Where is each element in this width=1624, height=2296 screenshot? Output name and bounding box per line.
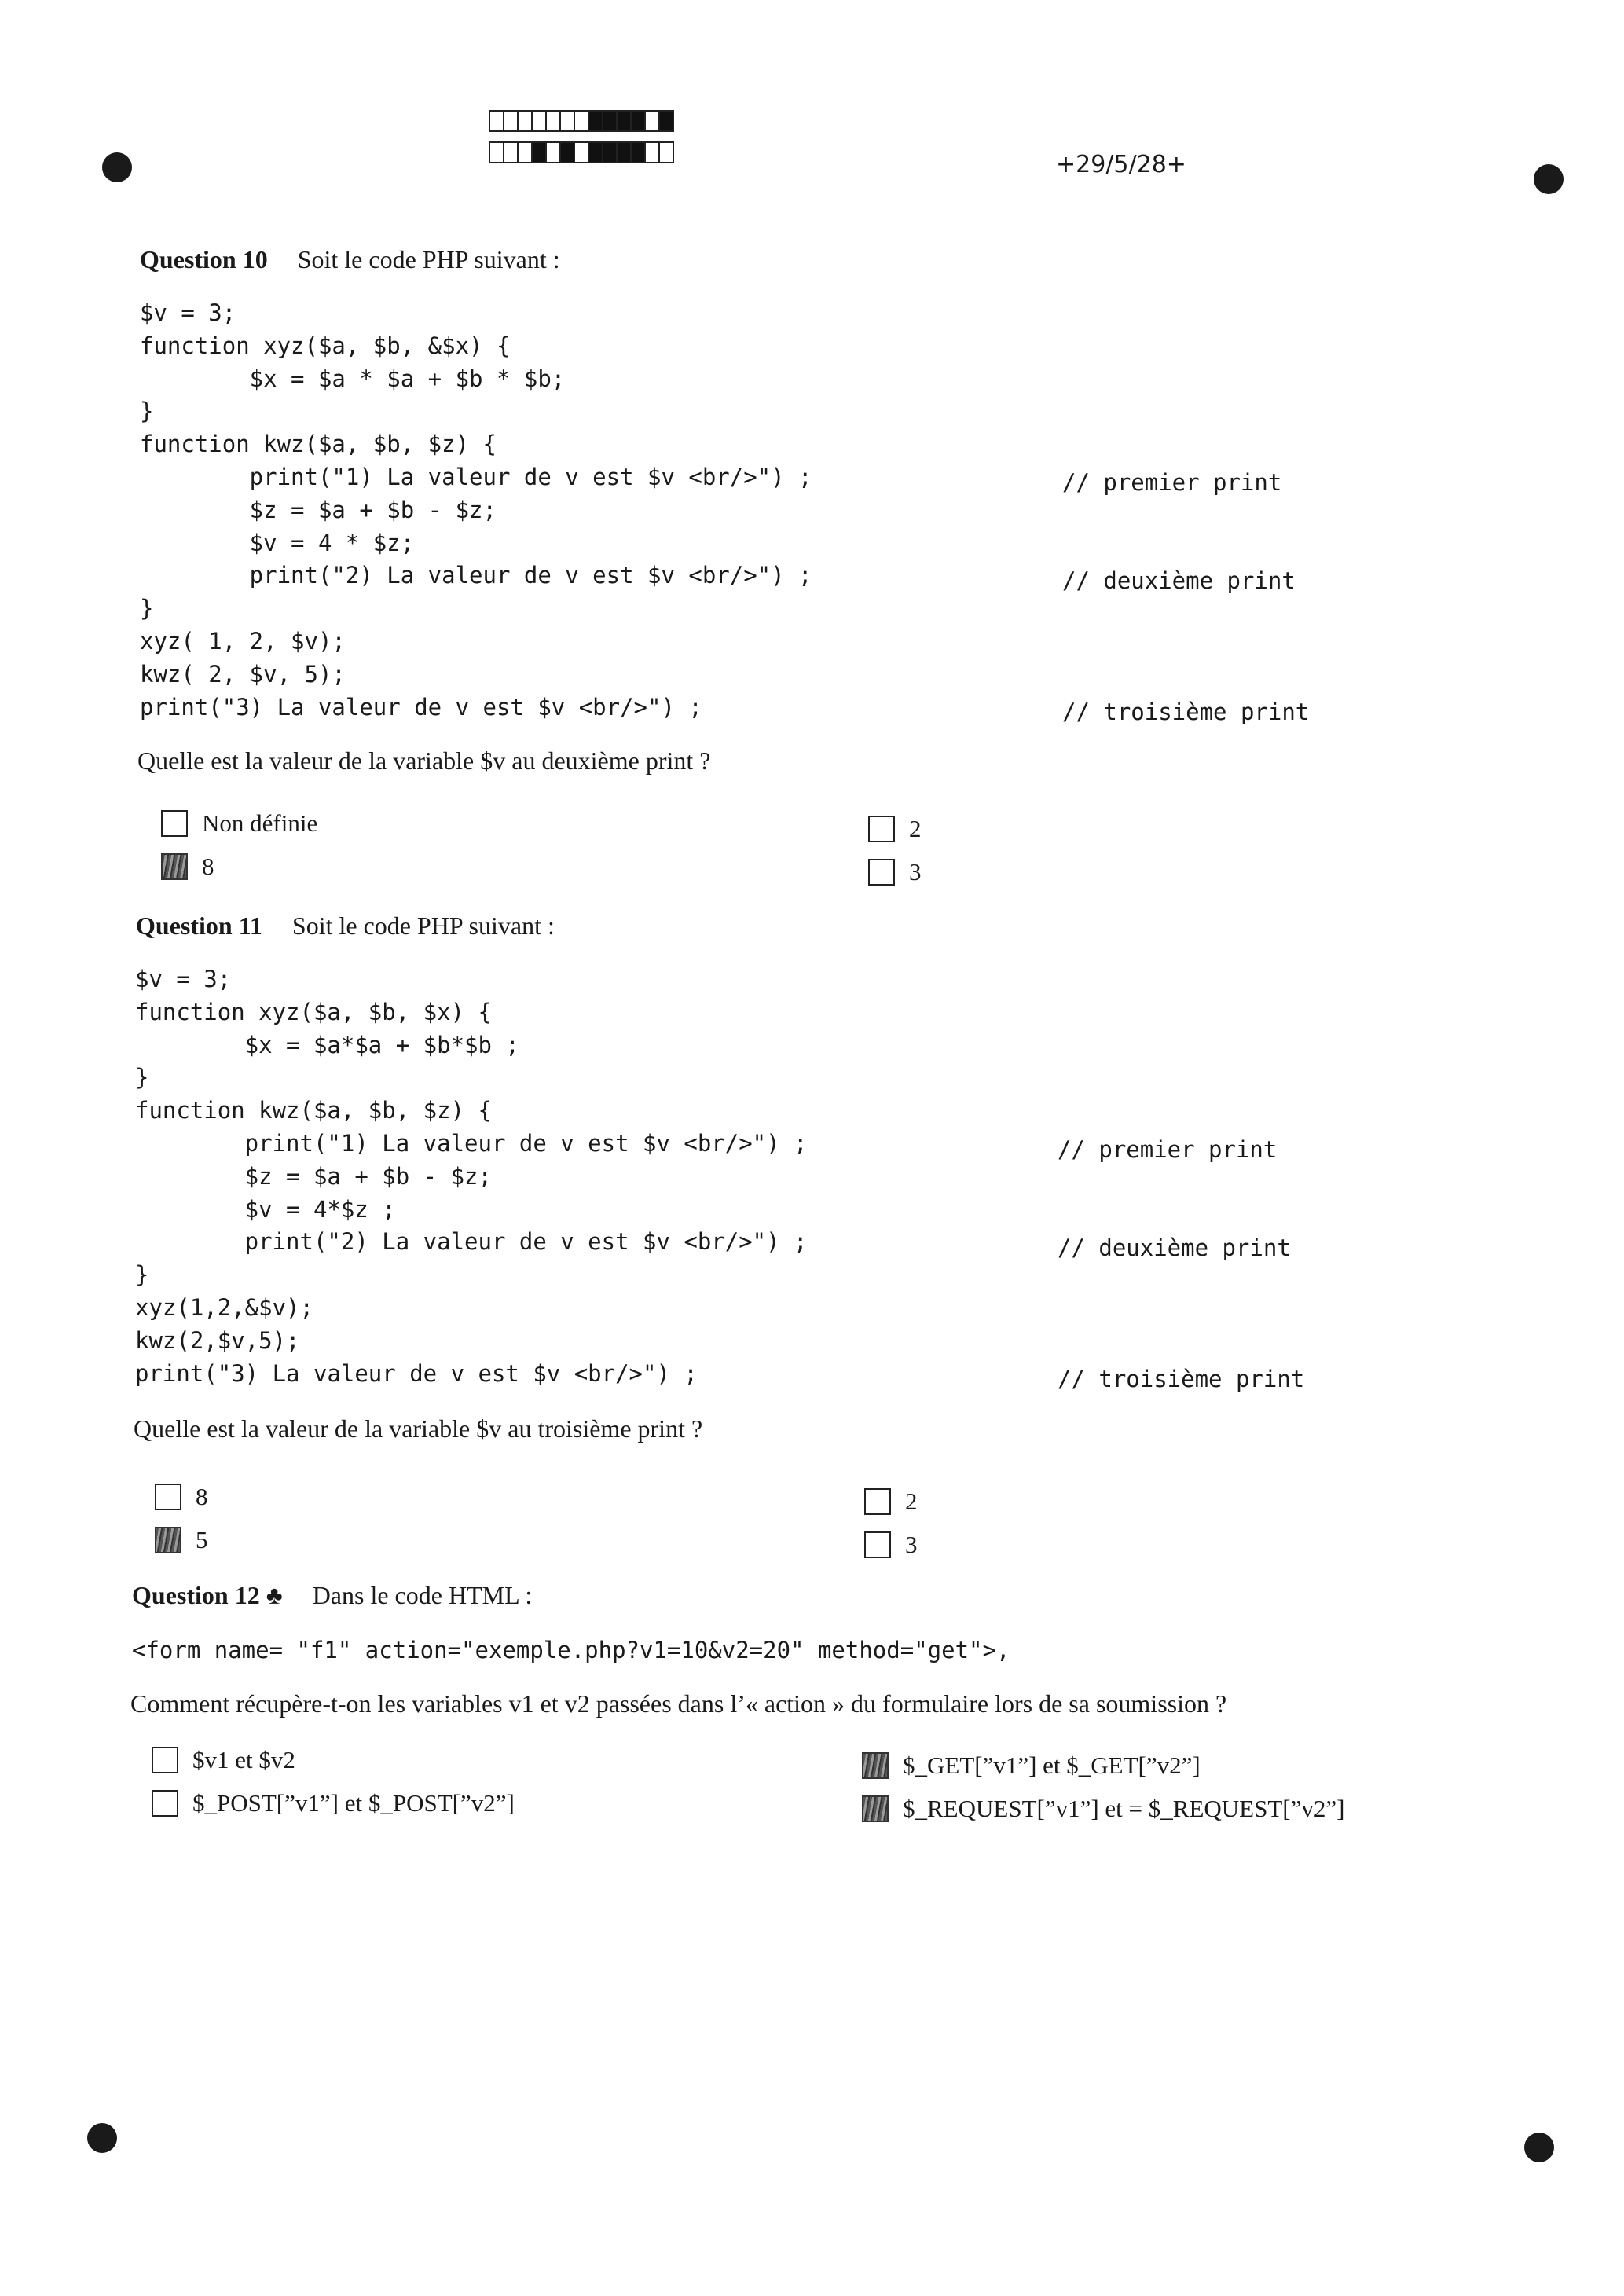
code-line: print("2) La valeur de v est $v <br/>") ; (135, 1228, 808, 1256)
registration-mark-top-right (1534, 164, 1564, 194)
question-11-heading (136, 911, 555, 941)
option-label: Non définie (202, 809, 318, 837)
code-line: function xyz($a, $b, $x) { (135, 998, 492, 1025)
code-line: } (140, 595, 154, 622)
option-label: 3 (909, 858, 922, 886)
checkbox[interactable] (161, 810, 188, 837)
checkbox-checked[interactable] (862, 1752, 889, 1779)
option-label: 8 (196, 1483, 208, 1510)
q12-option-post[interactable] (152, 1789, 515, 1817)
comment-premier-print: // premier print (1062, 469, 1282, 496)
code-line: $v = 4 * $z; (140, 529, 415, 556)
club-icon: ♣ (266, 1581, 283, 1609)
option-label: $_POST[”v1”] et $_POST[”v2”] (192, 1789, 515, 1817)
code-line: $v = 3; (140, 299, 236, 326)
question-10-intro: Soit le code PHP suivant : (297, 245, 560, 273)
code-line: print("3) La valeur de v est $v <br/>") ; (140, 693, 702, 721)
q11-option-8[interactable] (155, 1483, 208, 1511)
checkbox-checked[interactable] (161, 853, 188, 880)
registration-mark-top-left (102, 152, 132, 182)
option-label: 2 (909, 815, 922, 842)
question-10-title: Question 10 (140, 245, 268, 273)
code-line: } (140, 398, 154, 425)
question-11-code (135, 963, 808, 1390)
question-12-title: Question 12 ♣ (132, 1581, 283, 1609)
code-line: function xyz($a, $b, &$x) { (140, 332, 511, 359)
q12-option-v1-v2[interactable] (152, 1746, 295, 1774)
question-12-prompt: Comment récupère-t-on les variables v1 et v2 passées dans l’« action » du formulaire lors de sa soumission ? (130, 1689, 1227, 1718)
option-label: 5 (196, 1526, 208, 1553)
q10-option-8[interactable] (161, 853, 214, 881)
code-line: kwz( 2, $v, 5); (140, 660, 346, 688)
q10-option-2[interactable] (868, 815, 922, 843)
question-10-heading (140, 245, 560, 274)
page-id: +29/5/28+ (1056, 151, 1186, 178)
checkbox[interactable] (152, 1747, 178, 1773)
checkbox-checked[interactable] (862, 1795, 889, 1822)
option-label: 2 (905, 1487, 918, 1515)
code-line: function kwz($a, $b, $z) { (140, 431, 497, 458)
code-line: print("1) La valeur de v est $v <br/>") ; (140, 463, 812, 490)
q11-option-2[interactable] (864, 1487, 918, 1516)
code-line: $z = $a + $b - $z; (140, 496, 497, 523)
code-line: print("1) La valeur de v est $v <br/>") ; (135, 1129, 808, 1157)
q10-option-3[interactable] (868, 858, 922, 886)
q11-option-3[interactable] (864, 1531, 918, 1559)
code-line: xyz(1,2,&$v); (135, 1293, 313, 1321)
checkbox[interactable] (864, 1488, 891, 1515)
comment-deuxieme-print: // deuxième print (1058, 1234, 1291, 1261)
binary-code-bar-top (489, 110, 673, 132)
q10-option-non-definie[interactable] (161, 809, 317, 838)
checkbox[interactable] (868, 859, 895, 886)
checkbox[interactable] (152, 1790, 178, 1817)
q11-option-5[interactable] (155, 1526, 208, 1554)
code-line: $v = 4*$z ; (135, 1195, 396, 1223)
q12-option-request[interactable] (862, 1795, 1344, 1823)
option-label: $v1 et $v2 (192, 1746, 295, 1773)
code-line: $x = $a * $a + $b * $b; (140, 365, 566, 392)
question-12-intro: Dans le code HTML : (312, 1581, 533, 1609)
code-line: } (135, 1064, 149, 1091)
option-label: 3 (905, 1531, 918, 1558)
binary-code-bar-bottom (489, 141, 673, 163)
code-line: $x = $a*$a + $b*$b ; (135, 1031, 519, 1058)
code-line: print("2) La valeur de v est $v <br/>") ; (140, 562, 812, 589)
option-label: 8 (202, 853, 214, 880)
question-12-html-code: <form name= "f1" action="exemple.php?v1=10&v2=20" method="get">, (132, 1637, 1010, 1663)
q12-option-get[interactable] (862, 1751, 1201, 1780)
comment-troisieme-print: // troisième print (1058, 1366, 1305, 1392)
code-line: function kwz($a, $b, $z) { (135, 1097, 492, 1124)
checkbox[interactable] (864, 1531, 891, 1558)
option-label: $_GET[”v1”] et $_GET[”v2”] (903, 1751, 1201, 1779)
question-10-prompt: Quelle est la valeur de la variable $v au deuxième print ? (137, 746, 711, 775)
question-11-prompt: Quelle est la valeur de la variable $v au troisième print ? (134, 1414, 703, 1443)
checkbox[interactable] (155, 1484, 181, 1510)
comment-deuxieme-print: // deuxième print (1062, 567, 1296, 594)
comment-premier-print: // premier print (1058, 1136, 1278, 1163)
option-label: $_REQUEST[”v1”] et = $_REQUEST[”v2”] (903, 1795, 1345, 1822)
code-line: } (135, 1261, 149, 1289)
question-12-heading (132, 1581, 532, 1610)
question-11-intro: Soit le code PHP suivant : (291, 911, 555, 940)
code-line: print("3) La valeur de v est $v <br/>") ; (135, 1359, 698, 1387)
registration-mark-bottom-left (87, 2123, 117, 2153)
code-line: xyz( 1, 2, $v); (140, 627, 346, 655)
registration-mark-bottom-right (1524, 2133, 1554, 2162)
question-11-title: Question 11 (136, 911, 262, 940)
code-line: kwz(2,$v,5); (135, 1326, 300, 1354)
checkbox[interactable] (868, 816, 895, 842)
question-10-code (140, 297, 812, 724)
checkbox-checked[interactable] (155, 1527, 181, 1553)
code-line: $v = 3; (135, 966, 232, 992)
comment-troisieme-print: // troisième print (1062, 699, 1310, 725)
code-line: $z = $a + $b - $z; (135, 1162, 492, 1190)
